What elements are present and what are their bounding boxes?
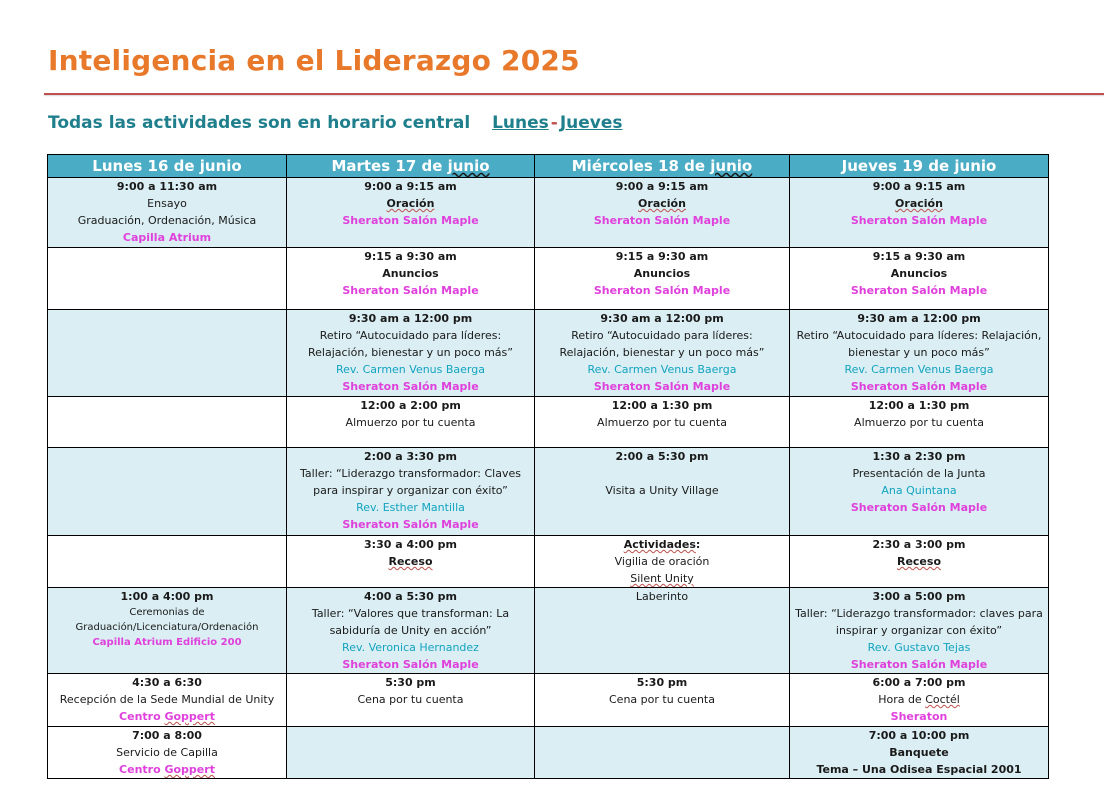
event-location: Sheraton Salón Maple [850, 501, 988, 514]
event-title: Ensayo [147, 197, 187, 210]
cell-thu-oracion [790, 178, 1049, 248]
table-row [48, 448, 1049, 536]
cell-thu-banquete [790, 727, 1049, 779]
cell-tue-anuncios [287, 248, 535, 310]
event-description: Taller: “Liderazgo transformador: Claves [300, 467, 521, 480]
event-location: Centro Goppert [119, 710, 215, 723]
cell-tue-cena [287, 674, 535, 727]
event-time: 9:30 am a 12:00 pm [600, 312, 724, 325]
cell-mon-ensayo [48, 178, 287, 248]
event-description: Almuerzo por tu cuenta [854, 416, 984, 429]
table-row [48, 310, 1049, 397]
event-description: Ceremonias de [129, 607, 205, 618]
event-location: Sheraton [890, 710, 948, 723]
cell-wed-anuncios [535, 248, 790, 310]
cell-wed-oracion [535, 178, 790, 248]
day-header-wednesday: Miércoles 18 de junio [535, 155, 790, 178]
cell-empty [287, 727, 535, 779]
event-description: Relajación, bienestar y un poco más” [559, 346, 765, 359]
event-location: Sheraton Salón Maple [593, 214, 731, 227]
event-title: Receso [388, 555, 433, 568]
event-description: inspirar y organizar con éxito” [835, 624, 1003, 637]
cell-tue-retiro [287, 310, 535, 397]
cell-empty [535, 727, 790, 779]
event-description: para inspirar y organizar con éxito” [313, 484, 508, 497]
event-description: Servicio de Capilla [116, 746, 218, 759]
event-description: Cena por tu cuenta [609, 693, 715, 706]
event-description: Almuerzo por tu cuenta [345, 416, 476, 429]
event-time: 3:00 a 5:00 pm [872, 590, 966, 603]
link-separator: - [550, 113, 558, 133]
event-location: Sheraton Salón Maple [342, 284, 479, 297]
cell-thu-anuncios [790, 248, 1049, 310]
event-location: Sheraton Salón Maple [342, 658, 479, 671]
event-time: 12:00 a 1:30 pm [868, 399, 970, 412]
event-time: 1:30 a 2:30 pm [872, 450, 966, 463]
event-time: 3:30 a 4:00 pm [364, 538, 457, 551]
event-theme: Tema – Una Odisea Espacial 2001 [816, 763, 1022, 776]
event-location: Sheraton Salón Maple [850, 380, 988, 393]
event-description: Retiro “Autocuidado para líderes: [319, 329, 502, 342]
cell-wed-actividades: Actividades: Vigilia de oración Silent Unity [535, 536, 790, 588]
event-time: 1:00 a 4:00 pm [120, 590, 214, 603]
table-row [48, 674, 1049, 727]
table-row [48, 536, 1049, 588]
event-speaker: Rev. Carmen Venus Baerga [336, 363, 485, 376]
table-row [48, 178, 1049, 248]
title-divider [44, 93, 1104, 95]
cell-mon-recepcion [48, 674, 287, 727]
schedule-table [47, 154, 1049, 779]
day-header-thursday: Jueves 19 de junio [790, 155, 1049, 178]
event-time: 12:00 a 1:30 pm [611, 399, 713, 412]
cell-thu-taller [790, 588, 1049, 674]
event-description: Graduación, Ordenación, Música [77, 214, 257, 227]
cell-thu-junta [790, 448, 1049, 536]
event-location: Sheraton Salón Maple [850, 214, 988, 227]
event-location: Centro Goppert [119, 763, 215, 776]
event-title: Anuncios [633, 267, 691, 280]
event-location: Sheraton Salón Maple [850, 658, 988, 671]
event-time: 2:00 a 3:30 pm [364, 450, 457, 463]
event-description: Silent Unity [630, 572, 694, 585]
event-time: 9:15 a 9:30 am [615, 250, 709, 263]
cell-empty [48, 448, 287, 536]
cell-thu-retiro [790, 310, 1049, 397]
event-time: 6:00 a 7:00 pm [872, 676, 966, 689]
event-time: 4:30 a 6:30 [132, 676, 202, 689]
table-row [48, 397, 1049, 448]
event-description: Retiro “Autocuidado para líderes: [571, 329, 753, 342]
event-description: Relajación, bienestar y un poco más” [308, 346, 513, 359]
event-time: 9:00 a 9:15 am [364, 180, 457, 193]
day-header-tuesday: Martes 17 de junio [287, 155, 535, 178]
event-description: sabiduría de Unity en acción” [329, 624, 492, 637]
event-description: Cena por tu cuenta [357, 693, 464, 706]
event-location: Capilla Atrium [122, 231, 212, 244]
event-description: Vigilia de oración [614, 555, 710, 568]
event-description: Taller: “Liderazgo transformador: claves para [795, 607, 1043, 620]
event-time: 9:15 a 9:30 am [364, 250, 457, 263]
event-time: 9:30 am a 12:00 pm [348, 312, 473, 325]
event-time: 12:00 a 2:00 pm [360, 399, 461, 412]
event-time: 5:30 pm [636, 676, 688, 689]
event-time: 7:00 a 8:00 [132, 729, 202, 742]
event-description: Retiro “Autocuidado para líderes: Relajación, [796, 329, 1042, 342]
event-title: Oración [386, 197, 435, 210]
event-time: 9:15 a 9:30 am [872, 250, 966, 263]
cell-tue-almuerzo [287, 397, 535, 448]
cell-tue-oracion [287, 178, 535, 248]
event-description: Visita a Unity Village [605, 484, 719, 497]
event-description: bienestar y un poco más” [848, 346, 990, 359]
event-title: Anuncios [890, 267, 948, 280]
event-title: Anuncios [382, 267, 439, 280]
subtitle [48, 113, 623, 133]
event-time: 4:00 a 5:30 pm [364, 590, 457, 603]
event-location: Capilla Atrium Edificio 200 [92, 637, 242, 648]
event-speaker: Rev. Veronica Hernandez [342, 641, 479, 654]
page-title: Inteligencia en el Liderazgo 2025 [48, 44, 580, 77]
cell-wed-laberinto [535, 588, 790, 674]
event-time: 2:00 a 5:30 pm [615, 450, 709, 463]
event-description: Graduación/Licenciatura/Ordenación [75, 622, 259, 633]
day-header-monday: Lunes 16 de junio [48, 155, 287, 178]
event-time: 2:30 a 3:00 pm [872, 538, 966, 551]
cell-wed-cena [535, 674, 790, 727]
table-row [48, 588, 1049, 674]
header-row [48, 155, 1049, 178]
event-location: Sheraton Salón Maple [593, 284, 731, 297]
event-description: Almuerzo por tu cuenta [597, 416, 727, 429]
link-jueves[interactable]: Jueves [559, 113, 623, 133]
cell-tue-taller [287, 448, 535, 536]
event-speaker: Ana Quintana [881, 484, 957, 497]
event-speaker: Rev. Carmen Venus Baerga [844, 363, 994, 376]
cell-wed-retiro [535, 310, 790, 397]
cell-wed-visita [535, 448, 790, 536]
event-time: 5:30 pm [385, 676, 436, 689]
subtitle-text: Todas las actividades son en horario central [48, 113, 471, 133]
event-description: Recepción de la Sede Mundial de Unity [59, 693, 275, 706]
cell-empty [48, 248, 287, 310]
event-title: Banquete [889, 746, 949, 759]
event-description: Presentación de la Junta [852, 467, 986, 480]
event-description: Hora de Coctél [878, 693, 960, 706]
event-location: Sheraton Salón Maple [342, 380, 479, 393]
table-row [48, 727, 1049, 779]
event-time: 9:00 a 9:15 am [615, 180, 709, 193]
cell-wed-almuerzo [535, 397, 790, 448]
event-title: Oración [638, 197, 686, 210]
cell-thu-receso [790, 536, 1049, 588]
cell-mon-ceremonias [48, 588, 287, 674]
event-speaker: Rev. Esther Mantilla [356, 501, 465, 514]
event-title: Receso [896, 555, 942, 568]
event-location: Sheraton Salón Maple [850, 284, 988, 297]
event-time: 9:00 a 11:30 am [116, 180, 218, 193]
table-row [48, 248, 1049, 310]
event-speaker: Rev. Carmen Venus Baerga [587, 363, 737, 376]
link-lunes[interactable]: Lunes [492, 113, 549, 133]
cell-thu-almuerzo [790, 397, 1049, 448]
event-time: 9:30 am a 12:00 pm [857, 312, 981, 325]
cell-tue-receso [287, 536, 535, 588]
cell-thu-coctel [790, 674, 1049, 727]
event-location: Sheraton Salón Maple [342, 214, 479, 227]
event-time: 7:00 a 10:00 pm [868, 729, 970, 742]
cell-mon-servicio [48, 727, 287, 779]
event-title: Actividades [623, 538, 696, 551]
cell-empty [48, 310, 287, 397]
cell-empty [48, 397, 287, 448]
event-location: Sheraton Salón Maple [593, 380, 731, 393]
event-description: Laberinto [635, 590, 689, 603]
event-time: 9:00 a 9:15 am [872, 180, 966, 193]
cell-tue-taller-valores [287, 588, 535, 674]
event-description: Taller: “Valores que transforman: La [311, 607, 510, 620]
event-speaker: Rev. Gustavo Tejas [867, 641, 971, 654]
cell-empty [48, 536, 287, 588]
event-title: Oración [895, 197, 943, 210]
event-location: Sheraton Salón Maple [342, 518, 479, 531]
